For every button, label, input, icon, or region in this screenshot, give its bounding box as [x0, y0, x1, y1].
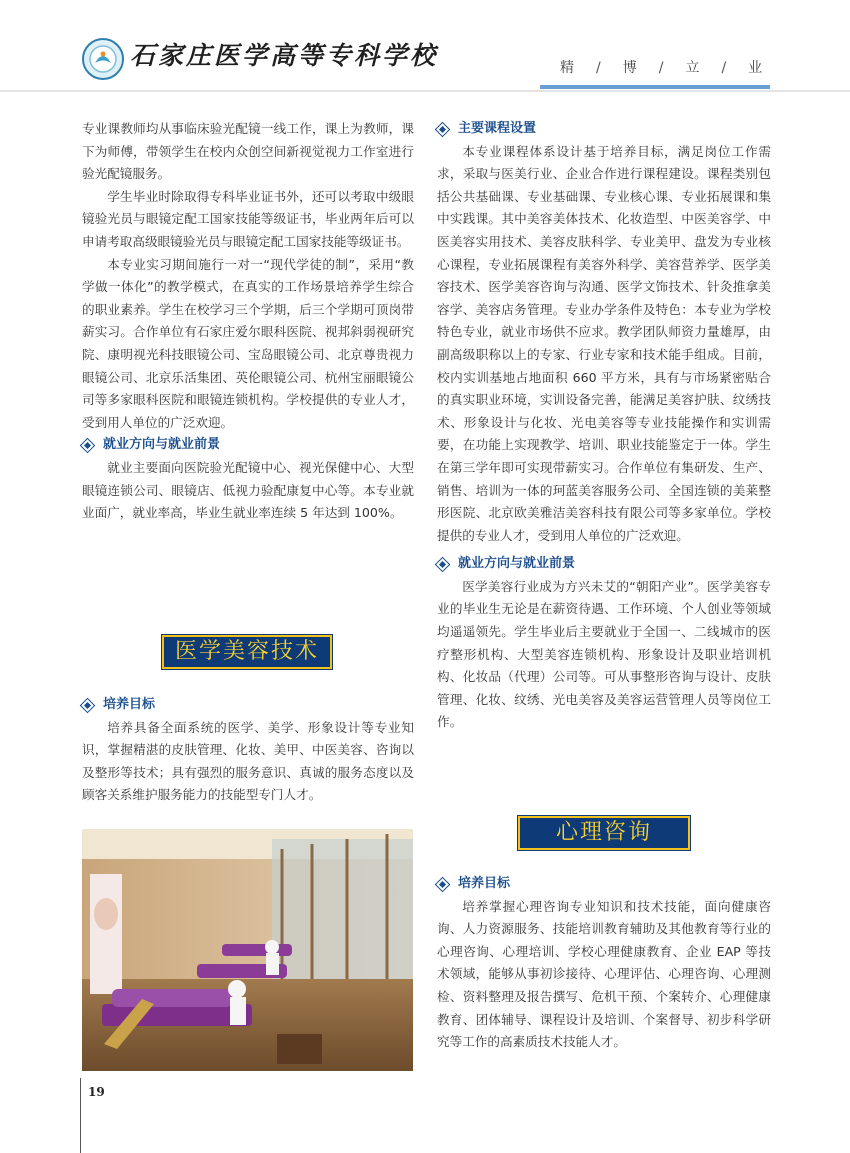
section-heading-text: 就业方向与就业前景	[458, 556, 576, 572]
paragraph: 培养具备全面系统的医学、美学、形象设计等专业知识，掌握精湛的皮肤管理、化妆、美甲、中医美容、咨询以及整形等技术；具有强烈的服务意识、真诚的服务态度以及顾客关系维护服务能力的技能型专门人才。	[82, 719, 414, 803]
diamond-bullet-icon	[80, 438, 96, 454]
page-number: 19	[88, 1085, 105, 1099]
left-column-bottom	[82, 694, 414, 807]
paragraph: 本专业实习期间施行一对一“现代学徒的制”，采用“教学做一体化”的教学模式，在真实的工作场景培养学生综合的职业素养。学生在校学习三个学期，后三个学期可顶岗带薪实习。合作单位有石家庄爱尔眼科医院、视邦斜弱视研究院、康明视光科技眼镜公司、宝岛眼镜公司、北京尊贵视力眼镜公司、北京乐活集团、英伦眼镜公司、杭州宝丽眼镜公司等多家眼科医院和眼镜连锁机构。学校提供的专业人才，受到用人单位的广泛欢迎。	[82, 256, 414, 430]
section-banner-medical-beauty: 医学美容技术	[162, 635, 332, 669]
page-header	[0, 0, 850, 100]
section-heading	[437, 553, 771, 576]
section-heading-text: 培养目标	[103, 697, 156, 712]
school-seal-icon	[82, 38, 124, 80]
diamond-bullet-icon	[80, 698, 96, 714]
section-heading	[82, 434, 414, 457]
school-motto	[560, 57, 762, 77]
school-name: 石家庄医学高等专科学校	[130, 41, 439, 70]
beauty-training-room-photo	[82, 829, 413, 1071]
left-column-top	[82, 118, 414, 525]
motto-char: 业	[748, 60, 763, 76]
paragraph: 学生毕业时除取得专科毕业证书外，还可以考取中级眼镜验光员与眼镜定配工国家技能等级证书，毕业两年后可以申请考取高级眼镜验光员与眼镜定配工国家技能等级证书。	[82, 188, 414, 249]
photo-illustration	[82, 829, 413, 1071]
motto-separator: /	[721, 60, 727, 76]
paragraph: 医学美容行业成为方兴未艾的“朝阳产业”。医学美容专业的毕业生无论是在薪资待遇、工作环境、个人创业等领域均遥遥领先。学生毕业后主要就业于全国一、二线城市的医疗整形机构、大型美容连锁机构、形象设计及职业培训机构、化妆品（代理）公司等。可从事整形咨询与设计、皮肤管理、化妆、纹绣、光电美容及美容运营管理人员等岗位工作。	[437, 578, 771, 730]
section-banner-psychology: 心理咨询	[518, 816, 690, 850]
paragraph: 就业主要面向医院验光配镜中心、视光保健中心、大型眼镜连锁公司、眼镜店、低视力验配康复中心等。本专业就业面广，就业率高，毕业生就业率连续 5 年达到 100%。	[82, 459, 414, 521]
section-heading	[437, 118, 771, 141]
motto-char: 立	[685, 60, 700, 76]
header-divider	[0, 90, 850, 92]
motto-char: 博	[622, 60, 637, 76]
right-column-bottom	[437, 873, 771, 1054]
diamond-bullet-icon	[435, 877, 451, 893]
header-accent-bar	[540, 85, 770, 89]
section-heading	[437, 873, 771, 896]
section-heading-text: 就业方向与就业前景	[103, 437, 221, 453]
section-heading	[82, 694, 414, 717]
paragraph: 培养掌握心理咨询专业知识和技术技能，面向健康咨询、人力资源服务、技能培训教育辅助及其他教育等行业的心理咨询、心理培训、学校心理健康教育、企业 EAP 等技术领域，能够从事初诊接待、心理评估、心理咨询、心理测检、资料整理及报告撰写、危机干预、个案转介、心理健康教育、团体辅导、课程设计及培训、个案督导、初步科学研究等工作的高素质技术技能人才。	[437, 898, 771, 1050]
motto-separator: /	[596, 60, 601, 76]
section-heading-text: 主要课程设置	[458, 121, 537, 136]
page-number-rule	[80, 1078, 81, 1153]
paragraph: 专业课教师均从事临床验光配镜一线工作，课上为教师，课下为师傅，带领学生在校内众创空间新视觉视力工作室进行验光配镜服务。	[82, 121, 414, 182]
right-column-top	[437, 118, 771, 734]
paragraph: 本专业课程体系设计基于培养目标，满足岗位工作需求，采取与医美行业、企业合作进行课程建设。课程类别包括公共基础课、专业基础课、专业核心课、专业拓展课和集中实践课。其中美容美体技术、化妆造型、中医美容学、中医美容实用技术、美容皮肤科学、专业美甲、盘发为专业核心课程，专业拓展课程有美容外科学、美容营养学、医学美容技术、医学美容咨询与沟通、医学文饰技术、针灸推拿美容学、美容店务管理。专业办学条件及特色：本专业为学校特色专业，就业市场供不应求。教学团队师资力量雄厚，由副高级职称以上的专家、行业专家和技术能手组成。目前，校内实训基地占地面积 660 平方米，具有与市场紧密贴合的真实职业环境，实训设备完善，能满足美容护肤、纹绣技术、形象设计与化妆、光电美容等专业技能操作和实训需要，在功能上实现教学、培训、职业技能鉴定于一体。学生在第三学年即可实现带薪实习。合作单位有集研发、生产、销售、培训为一体的珂蓝美容服务公司、全国连锁的美莱整形医院、北京欧美雅洁美容科技有限公司等多家单位。学校提供的专业人才，受到用人单位的广泛欢迎。	[437, 143, 771, 543]
diamond-bullet-icon	[435, 122, 451, 138]
motto-char: 精	[560, 60, 574, 76]
motto-separator: /	[658, 60, 664, 76]
diamond-bullet-icon	[435, 557, 451, 573]
section-heading-text: 培养目标	[458, 876, 511, 891]
